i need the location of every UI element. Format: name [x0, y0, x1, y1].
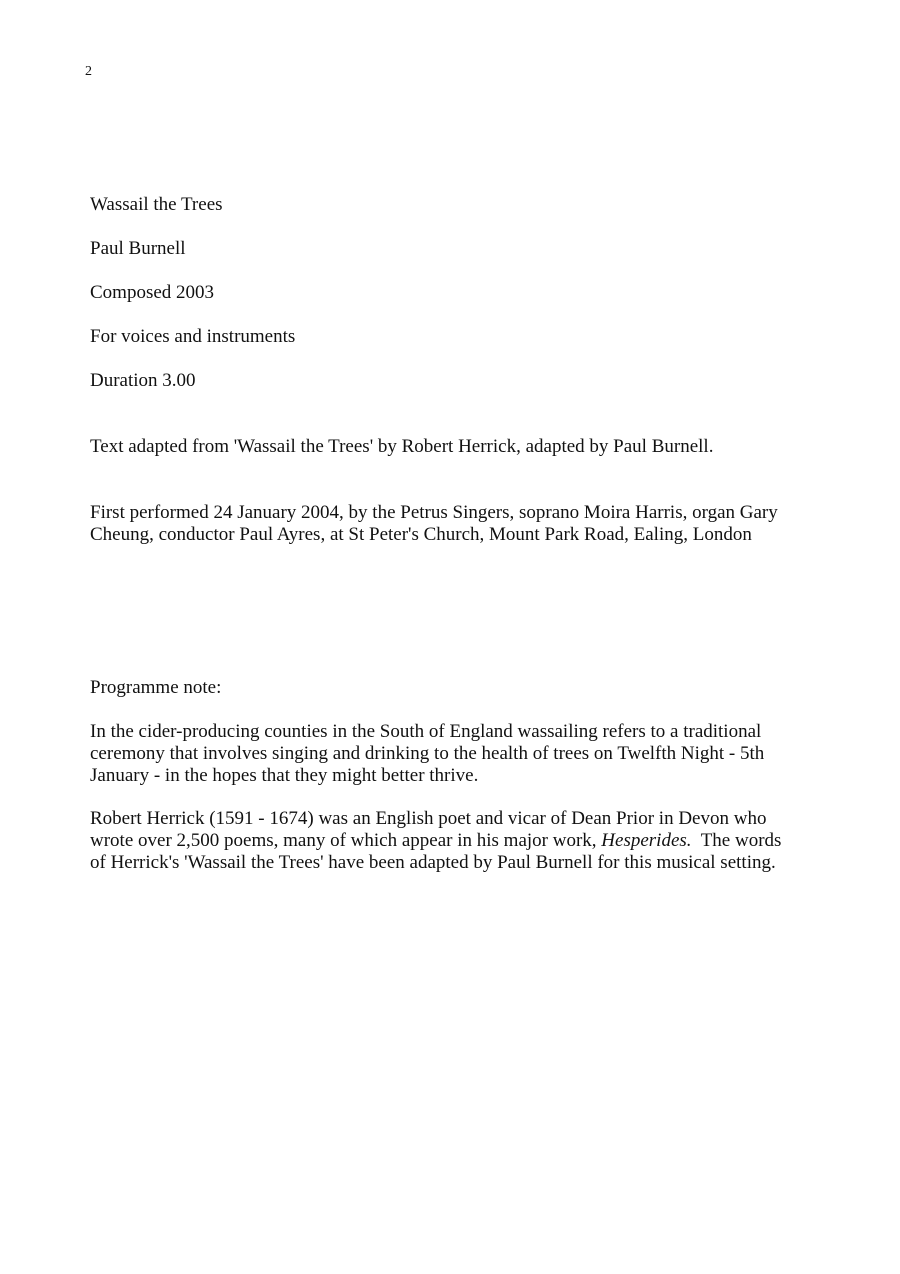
line-text: The words	[691, 830, 782, 851]
premiere-line: Cheung, conductor Paul Ayres, at St Peter's Church, Mount Park Road, Ealing, London	[90, 524, 752, 545]
premiere-line: First performed 24 January 2004, by the Petrus Singers, soprano Moira Harris, organ Gary	[90, 502, 778, 523]
line-text: wrote over 2,500 poems, many of which appear in his major work,	[90, 830, 602, 851]
paragraph-line	[90, 830, 820, 852]
work-title: Wassail the Trees	[90, 194, 223, 215]
programme-note-paragraph	[90, 808, 820, 874]
paragraph-line: January - in the hopes that they might better thrive.	[90, 765, 479, 786]
text-source: Text adapted from 'Wassail the Trees' by Robert Herrick, adapted by Paul Burnell.	[90, 436, 714, 457]
book-title: Hesperides.	[601, 830, 692, 851]
programme-note-paragraph	[90, 721, 820, 787]
page-number: 2	[85, 64, 92, 79]
paragraph-line: Robert Herrick (1591 - 1674) was an English poet and vicar of Dean Prior in Devon who	[90, 808, 767, 829]
composer-name: Paul Burnell	[90, 238, 186, 259]
programme-note-heading: Programme note:	[90, 677, 222, 698]
premiere-details	[90, 502, 820, 546]
composition-year: Composed 2003	[90, 282, 215, 303]
paragraph-line: In the cider-producing counties in the South of England wassailing refers to a traditional	[90, 721, 762, 742]
paragraph-line: of Herrick's 'Wassail the Trees' have been adapted by Paul Burnell for this musical setting.	[90, 852, 776, 873]
instrumentation: For voices and instruments	[90, 326, 296, 347]
paragraph-line: ceremony that involves singing and drinking to the health of trees on Twelfth Night - 5th	[90, 743, 765, 764]
duration: Duration 3.00	[90, 370, 196, 391]
